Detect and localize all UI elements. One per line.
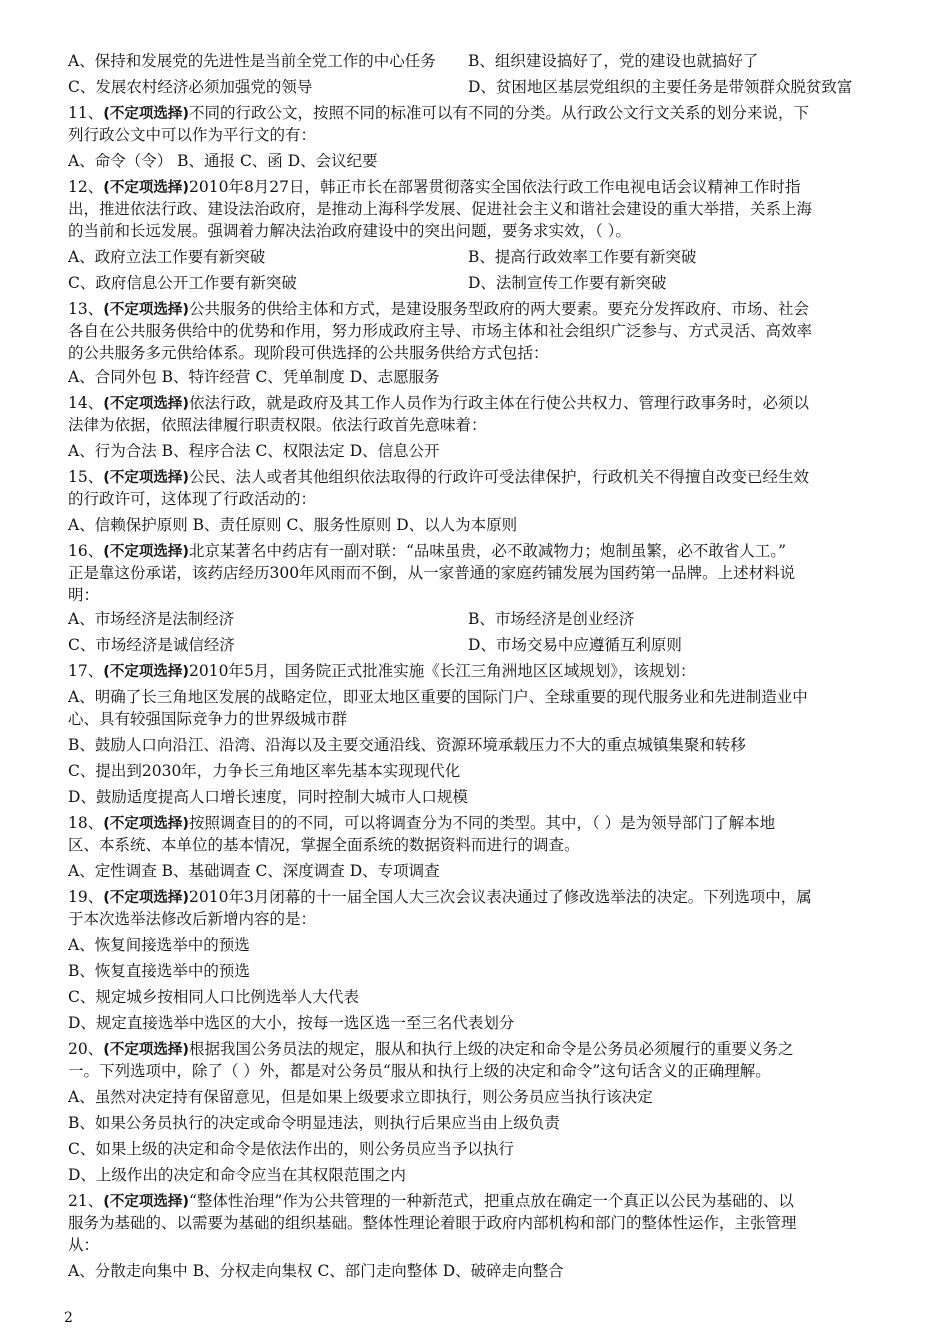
question-text-line: 于本次选举法修改后新增内容的是： <box>68 910 317 928</box>
question-text-line: 从： <box>68 1236 100 1254</box>
question-text-line: 法律为依据，依照法律履行职责权限。依法行政首先意味着： <box>68 416 487 434</box>
question-12-stem: 12、(不定项选择)2010年8月27日，韩正市长在部署贯彻落实全国依法行政工作电视电话会议精神工作时指 <box>68 178 801 196</box>
question-20-stem: 20、(不定项选择)根据我国公务员法的规定，服从和执行上级的决定和命令是公务员必须履行的重要义务之 <box>68 1040 794 1058</box>
option-line: 心、具有较强国际竞争力的世界级城市群 <box>68 710 348 728</box>
option-line: A、保持和发展党的先进性是当前全党工作的中心任务 <box>68 52 436 70</box>
question-type-tag: (不定项选择) <box>103 816 189 832</box>
option-line: C、市场经济是诚信经济 <box>68 636 235 654</box>
question-text-line: 的当前和长远发展。强调着力解决法治政府建设中的突出问题，要务求实效，（ ）。 <box>68 222 631 240</box>
option-line: B、市场经济是创业经济 <box>468 610 635 628</box>
option-line: D、市场交易中应遵循互利原则 <box>468 636 682 654</box>
option-line: D、上级作出的决定和命令应当在其权限范围之内 <box>68 1166 406 1184</box>
option-line: C、提出到2030年，力争长三角地区率先基本实现现代化 <box>68 762 461 780</box>
option-line: D、鼓励适度提高人口增长速度，同时控制大城市人口规模 <box>68 788 468 806</box>
question-type-tag: (不定项选择) <box>103 890 189 906</box>
question-16-stem: 16、(不定项选择)北京某著名中药店有一副对联：“品味虽贵，必不敢减物力；炮制虽繁，必不敢省人工。” <box>68 542 787 560</box>
question-type-tag: (不定项选择) <box>103 302 189 318</box>
option-line: B、鼓励人口向沿江、沿湾、沿海以及主要交通沿线、资源环境承载压力不大的重点城镇集聚和转移 <box>68 736 746 754</box>
option-line: C、政府信息公开工作要有新突破 <box>68 274 297 292</box>
option-line: D、规定直接选举中选区的大小，按每一选区选一至三名代表划分 <box>68 1014 515 1032</box>
question-text-line: 的公共服务多元供给体系。现阶段可供选择的公共服务供给方式包括： <box>68 344 549 362</box>
option-line: A、分散走向集中 B、分权走向集权 C、部门走向整体 D、破碎走向整合 <box>68 1262 564 1280</box>
question-19-stem: 19、(不定项选择)2010年3月闭幕的十一届全国人大三次会议表决通过了修改选举法的决定。下列选项中，属 <box>68 888 812 906</box>
question-14-stem: 14、(不定项选择)依法行政，就是政府及其工作人员作为行政主体在行使公共权力、管理行政事务时，必须以 <box>68 394 810 412</box>
question-type-tag: (不定项选择) <box>103 1042 189 1058</box>
question-type-tag: (不定项选择) <box>103 664 189 680</box>
question-type-tag: (不定项选择) <box>103 544 189 560</box>
question-text-line: 服务为基础的、以需要为基础的组织基础。整体性理论着眼于政府内部机构和部门的整体性运作，主张管理 <box>68 1214 797 1232</box>
question-text-line: 列行政公文中可以作为平行文的有： <box>68 126 317 144</box>
option-line: A、市场经济是法制经济 <box>68 610 235 628</box>
option-line: B、组织建设搞好了，党的建设也就搞好了 <box>468 52 759 70</box>
option-line: C、发展农村经济必须加强党的领导 <box>68 78 313 96</box>
question-type-tag: (不定项选择) <box>103 470 189 486</box>
option-line: B、如果公务员执行的决定或命令明显违法，则执行后果应当由上级负责 <box>68 1114 560 1132</box>
question-15-stem: 15、(不定项选择)公民、法人或者其他组织依法取得的行政许可受法律保护，行政机关不得擅自改变已经生效 <box>68 468 810 486</box>
option-line: A、定性调查 B、基础调查 C、深度调查 D、专项调查 <box>68 862 440 880</box>
question-text-line: 正是靠这份承诺，该药店经历300年风雨而不倒，从一家普通的家庭药铺发展为国药第一品牌。上述材料说 <box>68 564 796 582</box>
option-line: A、明确了长三角地区发展的战略定位，即亚太地区重要的国际门户、全球重要的现代服务业和先进制造业中 <box>68 688 808 706</box>
option-line: B、提高行政效率工作要有新突破 <box>468 248 697 266</box>
option-line: A、恢复间接选举中的预选 <box>68 936 250 954</box>
question-text-line: 各自在公共服务供给中的优势和作用，努力形成政府主导、市场主体和社会组织广泛参与、方式灵活、高效率 <box>68 322 813 340</box>
option-line: D、贫困地区基层党组织的主要任务是带领群众脱贫致富 <box>468 78 853 96</box>
question-type-tag: (不定项选择) <box>103 396 189 412</box>
option-line: A、合同外包 B、特许经营 C、凭单制度 D、志愿服务 <box>68 368 440 386</box>
question-text-line: 出，推进依法行政、建设法治政府，是推动上海科学发展、促进社会主义和谐社会建设的重大举措，关系上海 <box>68 200 813 218</box>
question-18-stem: 18、(不定项选择)按照调查目的的不同，可以将调查分为不同的类型。其中，（ ）是为领导部门了解本地 <box>68 814 776 832</box>
page-number: 2 <box>64 1310 73 1326</box>
option-line: D、法制宣传工作要有新突破 <box>468 274 667 292</box>
question-11-stem: 11、(不定项选择)不同的行政公文，按照不同的标准可以有不同的分类。从行政公文行文关系的划分来说，下 <box>68 104 810 122</box>
option-line: C、如果上级的决定和命令是依法作出的，则公务员应当予以执行 <box>68 1140 514 1158</box>
option-line: B、恢复直接选举中的预选 <box>68 962 250 980</box>
question-text-line: 一。下列选项中，除了（ ）外，都是对公务员“服从和执行上级的决定和命令”这句话含义的正确理解。 <box>68 1062 771 1080</box>
option-line: A、命令（令） B、通报 C、函 D、会议纪要 <box>68 152 378 170</box>
option-line: C、规定城乡按相同人口比例选举人大代表 <box>68 988 359 1006</box>
question-type-tag: (不定项选择) <box>103 106 189 122</box>
question-text-line: 明： <box>68 586 100 604</box>
question-text-line: 区、本系统、本单位的基本情况，掌握全面系统的数据资料而进行的调查。 <box>68 836 580 854</box>
option-line: A、信赖保护原则 B、责任原则 C、服务性原则 D、以人为本原则 <box>68 516 518 534</box>
option-line: A、行为合法 B、程序合法 C、权限法定 D、信息公开 <box>68 442 440 460</box>
question-type-tag: (不定项选择) <box>103 1194 189 1210</box>
question-21-stem: 21、(不定项选择)“整体性治理”作为公共管理的一种新范式，把重点放在确定一个真正以公民为基础的、以 <box>68 1192 794 1210</box>
option-line: A、政府立法工作要有新突破 <box>68 248 266 266</box>
option-line: A、虽然对决定持有保留意见，但是如果上级要求立即执行，则公务员应当执行该决定 <box>68 1088 653 1106</box>
question-17-stem: 17、(不定项选择)2010年5月，国务院正式批准实施《长江三角洲地区区域规划》，该规划： <box>68 662 696 680</box>
question-type-tag: (不定项选择) <box>103 180 189 196</box>
question-text-line: 的行政许可，这体现了行政活动的： <box>68 490 317 508</box>
question-13-stem: 13、(不定项选择)公共服务的供给主体和方式，是建设服务型政府的两大要素。要充分发挥政府、市场、社会 <box>68 300 810 318</box>
